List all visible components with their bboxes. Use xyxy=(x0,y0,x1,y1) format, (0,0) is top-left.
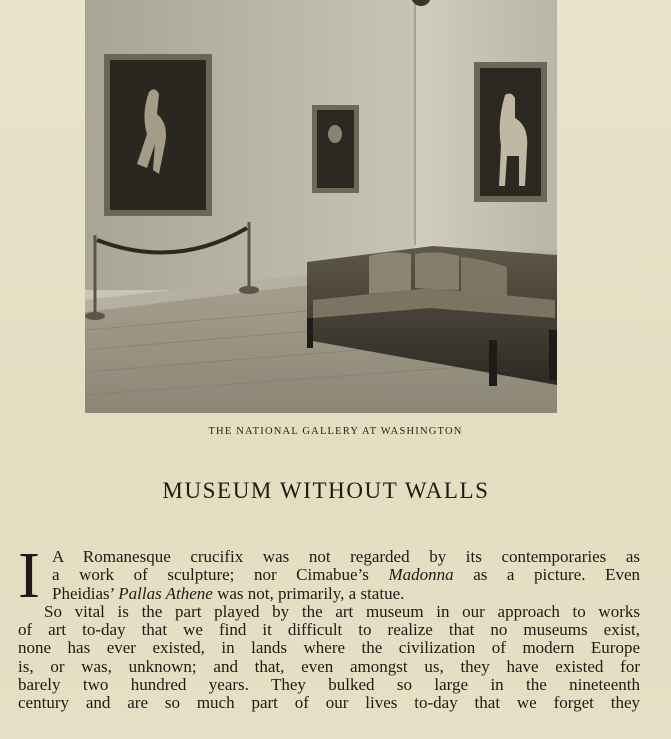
text-segment: was not, primarily, a statue. xyxy=(212,583,405,603)
body-line-3 xyxy=(18,585,640,603)
drop-cap: I xyxy=(18,539,40,612)
text-segment: as a picture. Even xyxy=(453,565,640,585)
gallery-photograph xyxy=(85,0,557,413)
body-line-8: barely two hundred years. They bulked so large in the nineteenth xyxy=(18,675,640,695)
italic-title-pallas-athene: Pallas Athene xyxy=(118,583,213,603)
body-line-4: So vital is the part played by the art museum in our approach to works xyxy=(44,601,640,621)
photo-caption: THE NATIONAL GALLERY AT WASHINGTON xyxy=(208,426,463,437)
body-line-2 xyxy=(18,566,640,584)
body-line-6: none has ever existed, in lands where the civilization of modern Europe xyxy=(18,638,640,658)
body-line-9: century and are so much part of our lives to-day that we forget they xyxy=(18,693,640,713)
body-line-5: of art to-day that we find it difficult to realize that no museums exist, xyxy=(18,620,640,640)
italic-title-madonna: Madonna xyxy=(388,565,454,585)
body-line-7: is, or was, unknown; and that, even amongst us, they have existed for xyxy=(18,656,640,676)
article-body xyxy=(18,539,640,713)
text-segment: a work of sculpture; nor Cimabue’s xyxy=(52,565,389,585)
article-title: MUSEUM WITHOUT WALLS xyxy=(162,478,490,503)
text-segment: Pheidias’ xyxy=(52,583,119,603)
body-line-1: A Romanesque crucifix was not regarded by its contemporaries as xyxy=(52,547,640,566)
